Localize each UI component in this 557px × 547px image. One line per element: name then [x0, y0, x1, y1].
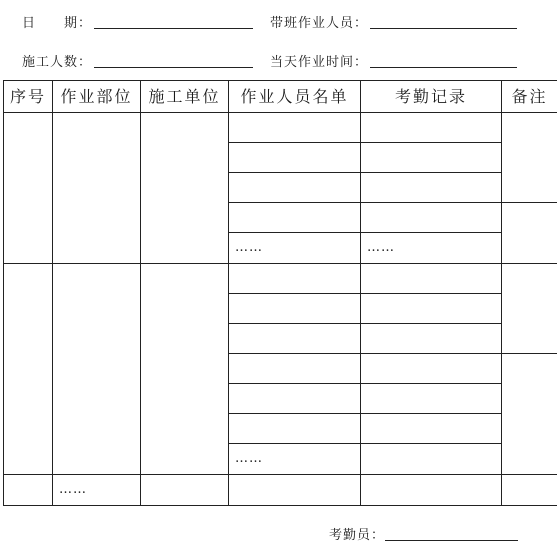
col-header-remarks: 备注 [502, 81, 557, 113]
worker-count-field[interactable] [94, 67, 253, 68]
duty-staff-label: 带班作业人员： [270, 16, 369, 31]
attendance-cell[interactable] [361, 384, 502, 414]
attendance-clerk-field[interactable] [385, 540, 518, 541]
worker-name-cell[interactable] [229, 264, 361, 294]
col-header-worker-list: 作业人员名单 [229, 81, 361, 113]
work-time-label: 当天作业时间： [270, 55, 369, 70]
worker-name-cell[interactable] [229, 203, 361, 233]
table-row [4, 113, 557, 143]
duty-staff-field[interactable] [370, 28, 517, 29]
worker-name-cell[interactable] [229, 113, 361, 143]
table-header-row [4, 81, 557, 113]
worker-name-ellipsis: …… [229, 233, 361, 264]
remarks-cell[interactable] [502, 475, 557, 506]
serial-cell[interactable] [4, 113, 53, 264]
worker-count-label: 施工人数： [22, 55, 93, 70]
worker-name-cell[interactable] [229, 324, 361, 354]
worker-name-cell[interactable] [229, 354, 361, 384]
remarks-cell[interactable] [502, 264, 557, 354]
attendance-table [3, 80, 557, 506]
construction-unit-cell[interactable] [141, 113, 229, 264]
col-header-work-location: 作业部位 [53, 81, 141, 113]
attendance-cell[interactable] [361, 414, 502, 444]
attendance-cell[interactable] [361, 444, 502, 475]
attendance-ellipsis: …… [361, 233, 502, 264]
worker-name-cell[interactable] [229, 294, 361, 324]
worker-name-cell[interactable] [229, 384, 361, 414]
col-header-attendance-record: 考勤记录 [361, 81, 502, 113]
construction-unit-cell[interactable] [141, 264, 229, 475]
remarks-cell[interactable] [502, 203, 557, 264]
date-label: 日 期： [22, 16, 93, 31]
table-row [4, 264, 557, 294]
remarks-cell[interactable] [502, 113, 557, 203]
remarks-cell[interactable] [502, 354, 557, 475]
col-header-serial: 序号 [4, 81, 53, 113]
worker-name-cell[interactable] [229, 143, 361, 173]
attendance-cell[interactable] [361, 324, 502, 354]
serial-cell[interactable] [4, 264, 53, 475]
serial-cell[interactable] [4, 475, 53, 506]
attendance-cell[interactable] [361, 354, 502, 384]
work-location-ellipsis: …… [53, 475, 141, 506]
worker-name-cell[interactable] [229, 475, 361, 506]
attendance-cell[interactable] [361, 264, 502, 294]
table-row [4, 475, 557, 506]
attendance-cell[interactable] [361, 143, 502, 173]
attendance-cell[interactable] [361, 475, 502, 506]
worker-name-cell[interactable] [229, 414, 361, 444]
worker-name-cell[interactable] [229, 173, 361, 203]
attendance-cell[interactable] [361, 173, 502, 203]
attendance-cell[interactable] [361, 203, 502, 233]
attendance-clerk-label: 考勤员： [329, 528, 386, 543]
worker-name-ellipsis: …… [229, 444, 361, 475]
attendance-cell[interactable] [361, 113, 502, 143]
col-header-construction-unit: 施工单位 [141, 81, 229, 113]
construction-unit-cell[interactable] [141, 475, 229, 506]
work-time-field[interactable] [370, 67, 517, 68]
work-location-cell[interactable] [53, 113, 141, 264]
date-field[interactable] [94, 28, 253, 29]
work-location-cell[interactable] [53, 264, 141, 475]
attendance-cell[interactable] [361, 294, 502, 324]
